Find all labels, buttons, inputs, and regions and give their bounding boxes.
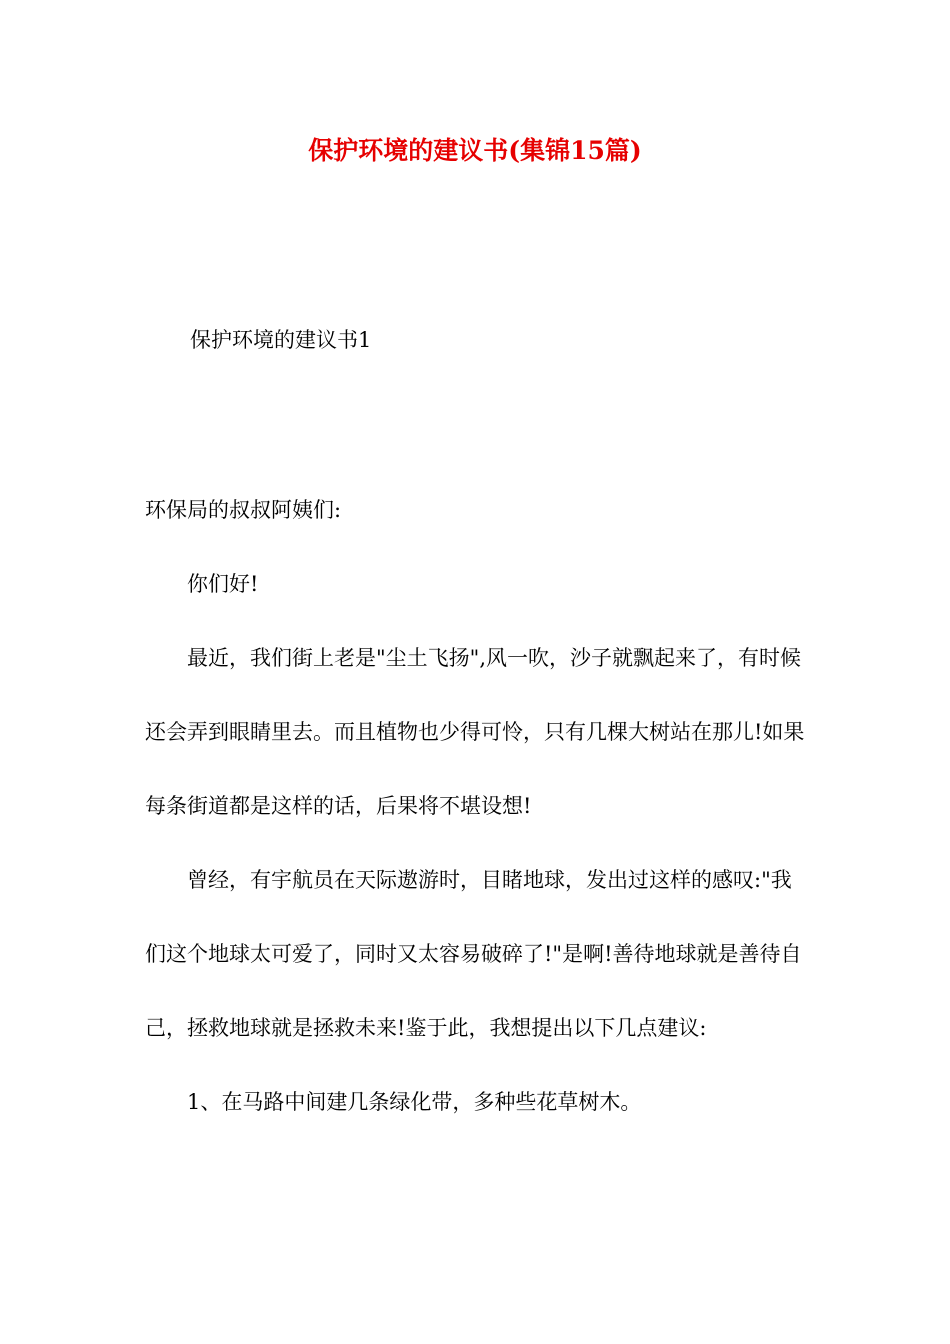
section-heading: 保护环境的建议书1 bbox=[190, 328, 372, 352]
body-paragraph-1: 最近，我们街上老是"尘土飞扬",风一吹，沙子就飘起来了，有时候还会弄到眼睛里去。而且植物也少得可怜，只有几棵大树站在那儿!如果每条街道都是这样的话，后果将不堪设想! bbox=[145, 646, 805, 818]
suggestion-item-1: 1、在马路中间建几条绿化带，多种些花草树木。 bbox=[187, 1090, 642, 1114]
greeting: 你们好! bbox=[187, 572, 259, 596]
body-paragraph-2: 曾经，有宇航员在天际遨游时，目睹地球，发出过这样的感叹:"我们这个地球太可爱了，同时又太容易破碎了!"是啊!善待地球就是善待自己，拯救地球就是拯救未来!鉴于此，我想提出以下几点建议: bbox=[145, 868, 802, 1040]
document-body bbox=[145, 473, 805, 1139]
salutation: 环保局的叔叔阿姨们: bbox=[145, 498, 342, 522]
document-title: 保护环境的建议书(集锦15篇) bbox=[308, 136, 642, 165]
